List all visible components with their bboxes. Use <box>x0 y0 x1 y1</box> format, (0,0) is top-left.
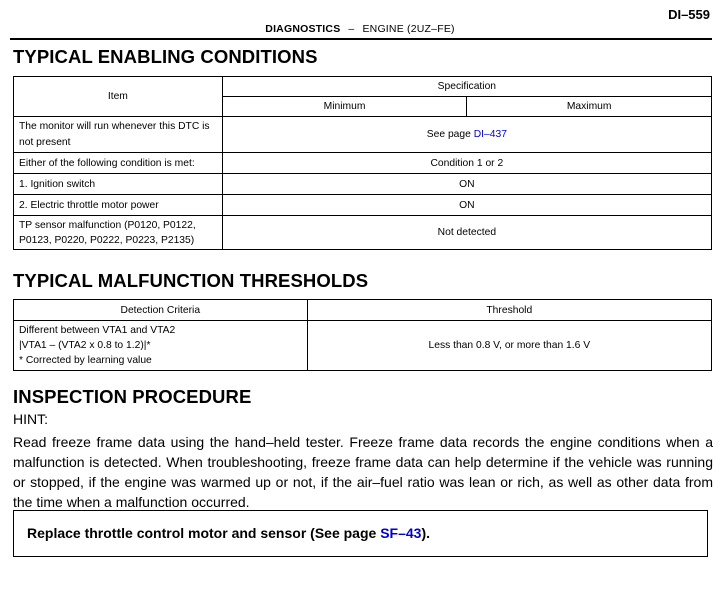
detection-criteria-cell <box>14 321 308 371</box>
row-spec: ON <box>222 174 711 195</box>
page-header <box>0 23 720 35</box>
col-header-minimum: Minimum <box>222 97 467 117</box>
hint-paragraph: Read freeze frame data using the hand–held tester. Freeze frame data records the engine conditions when a malfunction is detected. When troubleshooting, freeze frame data can help determine if the vehicle was running or stopped, if the engine was warmed up or not, if the air–fuel ratio was lean or rich, as well as other data from the time when a malfunction occurred. <box>13 434 713 510</box>
row-item-line: TP sensor malfunction (P0120, P0122, <box>19 219 196 231</box>
spec-prefix: See page <box>426 129 474 140</box>
row-item-line: P0123, P0220, P0222, P0223, P2135) <box>19 234 195 246</box>
criteria-line: Different between VTA1 and VTA2 <box>19 325 176 336</box>
header-rule <box>10 38 712 40</box>
criteria-line: * Corrected by learning value <box>19 355 152 366</box>
action-suffix: ). <box>421 525 430 541</box>
row-spec: Condition 1 or 2 <box>222 153 711 174</box>
col-header-detection-criteria: Detection Criteria <box>14 300 308 321</box>
enabling-conditions-title: TYPICAL ENABLING CONDITIONS <box>13 46 318 67</box>
row-spec: Not detected <box>222 216 711 250</box>
row-item: 2. Electric throttle motor power <box>14 195 223 216</box>
row-item <box>14 216 223 250</box>
row-spec: ON <box>222 195 711 216</box>
action-prefix: Replace throttle control motor and sensor (See page <box>27 525 381 541</box>
threshold-cell: Less than 0.8 V, or more than 1.6 V <box>307 321 711 371</box>
col-header-threshold: Threshold <box>307 300 711 321</box>
header-section: DIAGNOSTICS <box>265 23 341 35</box>
table-row <box>14 117 712 153</box>
table-row <box>14 195 712 216</box>
col-header-specification: Specification <box>222 77 711 97</box>
malfunction-thresholds-table <box>13 299 712 371</box>
page-link-sf-43[interactable]: SF–43 <box>380 525 422 541</box>
header-separator: – <box>348 23 355 35</box>
action-box <box>13 510 708 557</box>
row-item: Either of the following condition is met: <box>14 153 223 174</box>
hint-label: HINT: <box>13 411 48 427</box>
table-row <box>14 153 712 174</box>
page-number: DI–559 <box>668 7 710 22</box>
page-link-di-437[interactable]: DI–437 <box>473 129 507 140</box>
row-item: 1. Ignition switch <box>14 174 223 195</box>
col-header-item: Item <box>14 77 223 117</box>
enabling-conditions-table <box>13 76 712 250</box>
criteria-line: |VTA1 – (VTA2 x 0.8 to 1.2)|* <box>19 340 151 351</box>
inspection-procedure-title: INSPECTION PROCEDURE <box>13 386 252 407</box>
table-row <box>14 216 712 250</box>
malfunction-thresholds-title: TYPICAL MALFUNCTION THRESHOLDS <box>13 270 369 291</box>
row-spec <box>222 117 711 153</box>
action-text <box>27 525 430 541</box>
table-row <box>14 174 712 195</box>
header-subsection: ENGINE (2UZ–FE) <box>362 23 455 35</box>
col-header-maximum: Maximum <box>467 97 712 117</box>
table-row <box>14 321 712 371</box>
row-item: The monitor will run whenever this DTC is not present <box>14 117 223 153</box>
